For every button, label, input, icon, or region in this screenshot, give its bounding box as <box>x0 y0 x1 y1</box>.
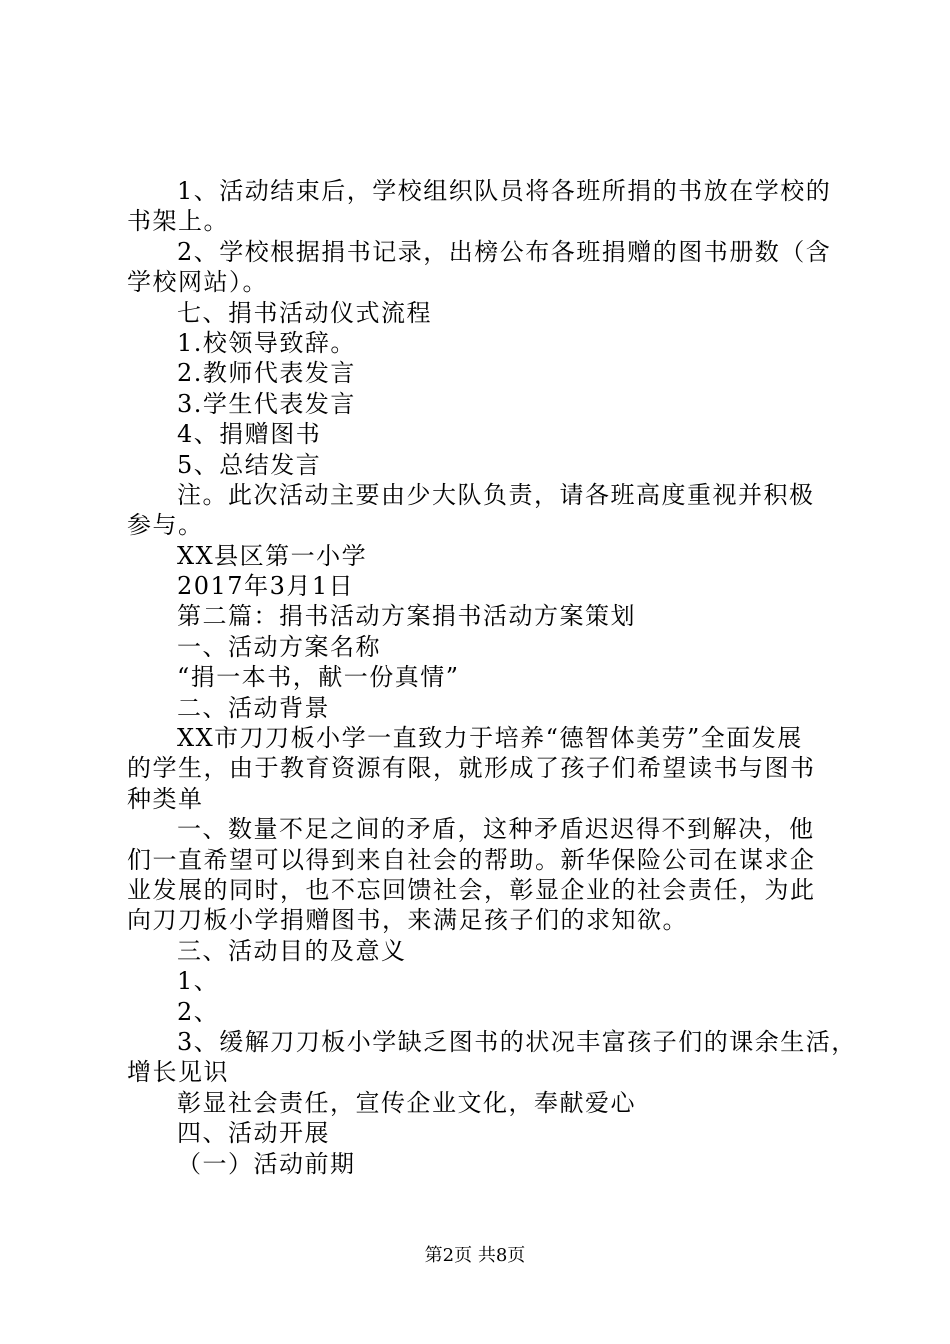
document-body <box>127 176 857 1179</box>
text-line: 2.教师代表发言 <box>177 359 356 388</box>
text-line: 的学生，由于教育资源有限，就形成了孩子们希望读书与图书 <box>127 754 816 783</box>
text-line: 书架上。 <box>127 207 229 236</box>
text-line: 一、活动方案名称 <box>177 632 381 661</box>
text-line: 增长见识 <box>127 1058 229 1087</box>
text-line: 3、缓解刀刀板小学缺乏图书的状况丰富孩子们的课余生活， <box>177 1027 857 1056</box>
text-line: 彰显社会责任，宣传企业文化，奉献爱心 <box>177 1088 636 1117</box>
text-line: 3.学生代表发言 <box>177 389 356 418</box>
text-line: 种类单 <box>127 784 204 813</box>
text-line: 1、活动结束后，学校组织队员将各班所捐的书放在学校的 <box>177 177 832 205</box>
text-line: 2017年3月1日 <box>177 572 355 601</box>
text-line: 一、数量不足之间的矛盾，这种矛盾迟迟得不到解决，他 <box>177 815 815 844</box>
text-line: 业发展的同时，也不忘回馈社会，彰显企业的社会责任，为此 <box>127 875 816 904</box>
text-line: 1.校领导致辞。 <box>177 328 356 357</box>
text-line: 三、活动目的及意义 <box>177 936 407 965</box>
text-line: 2、学校根据捐书记录，出榜公布各班捐赠的图书册数（含 <box>177 237 832 266</box>
text-line: 二、活动背景 <box>177 693 330 722</box>
text-line: XX县区第一小学 <box>177 541 368 570</box>
text-line: 们一直希望可以得到来自社会的帮助。新华保险公司在谋求企 <box>127 845 816 874</box>
text-line: 参与。 <box>127 511 204 540</box>
text-line: 1、 <box>177 967 220 996</box>
text-line: 四、活动开展 <box>177 1119 330 1148</box>
text-line: （一）活动前期 <box>177 1149 356 1178</box>
text-line: 5、总结发言 <box>177 450 322 479</box>
text-line: 2、 <box>177 997 220 1026</box>
text-line: 第二篇：捐书活动方案捐书活动方案策划 <box>177 602 636 631</box>
page-footer: 第2页 共8页 <box>424 1245 526 1266</box>
text-line: 学校网站）。 <box>127 268 268 297</box>
text-line: “捐一本书，献一份真情” <box>177 663 460 692</box>
text-line: 向刀刀板小学捐赠图书，来满足孩子们的求知欲。 <box>127 906 688 935</box>
text-line: 注。此次活动主要由少大队负责，请各班高度重视并积极 <box>177 480 815 509</box>
text-line: 4、捐赠图书 <box>177 420 322 449</box>
text-line: XX市刀刀板小学一直致力于培养“德智体美劳”全面发展 <box>177 724 803 753</box>
text-line: 七、捐书活动仪式流程 <box>177 298 432 327</box>
